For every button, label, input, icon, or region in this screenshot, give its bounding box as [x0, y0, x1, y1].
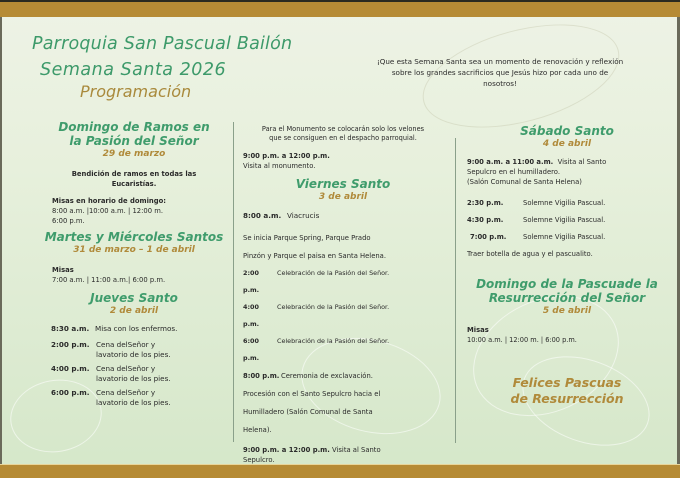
procession-description	[243, 385, 443, 439]
text-line: Sepulcro en el humilladero.	[467, 168, 560, 176]
section-palm-sunday	[44, 120, 224, 226]
item-text: Celebración de la Pasión del Señor.	[277, 337, 390, 345]
item-time: 9:00 a.m. a 11:00 a.m.	[467, 158, 554, 166]
text-line: Pinzón y Parque el paisa en Santa Helena.	[243, 252, 387, 260]
item-time: 2:00 p.m.	[243, 269, 260, 294]
title-line: Resurrección del Señor	[488, 291, 646, 305]
easter-greeting	[467, 375, 667, 407]
section-holy-thursday	[44, 291, 224, 408]
item-text: Misa con los enfermos.	[95, 324, 178, 333]
greeting-line: Felices Pascuas	[512, 375, 622, 390]
schedule-item	[467, 212, 667, 229]
item-time: 4:00 p.m.	[51, 364, 90, 373]
schedule-list	[51, 324, 224, 408]
text-line: Helena).	[243, 426, 272, 434]
section-easter-sunday	[467, 277, 667, 345]
title-line: Domingo de Ramos en	[58, 120, 210, 134]
column-2	[243, 125, 443, 475]
schedule-item	[243, 299, 443, 333]
masses-label: Misas	[467, 326, 489, 334]
saturday-note: Traer botella de agua y el pascualito.	[467, 250, 593, 258]
section-date: 5 de abril	[542, 306, 592, 316]
text-line: Se inicia Parque Spring, Parque Prado	[243, 234, 371, 242]
text-line: (Salón Comunal de Santa Helena)	[467, 178, 582, 186]
text-line: Procesión con el Santo Sepulcro hacia el	[243, 390, 381, 398]
item-time: 2:00 p.m.	[51, 340, 90, 349]
masses-label: Misas en horario de domingo:	[52, 197, 166, 205]
text-line: lavatorio de los pies.	[96, 374, 171, 383]
item-time: 4:30 p.m.	[467, 216, 504, 224]
greeting-line: de Resurrección	[510, 391, 624, 406]
item-text	[96, 340, 171, 360]
item-text	[96, 388, 171, 408]
text-line: Sepulcro.	[243, 456, 275, 464]
item-text: Celebración de la Pasión del Señor.	[277, 269, 390, 277]
schedule-item	[51, 388, 224, 408]
item-text: Solemne Vigilia Pascual.	[523, 199, 606, 207]
title-line: Domingo de la Pascuade la	[476, 277, 658, 291]
sepulcher-visit	[467, 157, 667, 187]
title-line: la Pasión del Señor	[69, 134, 199, 148]
text-line: lavatorio de los pies.	[96, 350, 171, 359]
visit-text: Visita al monumento.	[243, 162, 316, 170]
text-line: lavatorio de los pies.	[96, 398, 171, 407]
masses-times: 8:00 a.m. |10:00 a.m. | 12:00 m.	[52, 207, 163, 215]
schedule-list	[243, 211, 443, 475]
text-line: Humilladero (Salón Comunal de Santa	[243, 408, 373, 416]
visit-time: 9:00 p.m. a 12:00 p.m.	[243, 152, 330, 160]
left-border	[0, 17, 2, 464]
item-text: Visita al Santo	[332, 446, 381, 454]
item-time: 7:00 p.m.	[470, 233, 507, 241]
item-time: 9:00 p.m. a 12:00 p.m.	[243, 446, 330, 454]
schedule-item	[467, 229, 667, 246]
section-good-friday	[243, 177, 443, 475]
item-time: 6:00 p.m.	[243, 337, 260, 362]
section-date: 4 de abril	[542, 139, 592, 149]
note-line: Bendición de ramos en todas las	[71, 170, 197, 178]
schedule-item	[51, 340, 224, 360]
section-title: Sábado Santo	[520, 124, 614, 138]
section-holy-saturday	[467, 124, 667, 263]
schedule-item	[51, 324, 224, 334]
monument-note	[243, 125, 443, 143]
blessing-note	[44, 169, 224, 189]
viacrucis-description	[243, 229, 443, 265]
section-title: Jueves Santo	[90, 291, 178, 305]
top-gold-band	[0, 0, 680, 17]
schedule-item	[243, 333, 443, 367]
section-tuesday-wednesday	[44, 230, 224, 285]
item-time: 8:30 a.m.	[51, 324, 90, 333]
masses-times: 10:00 a.m. | 12:00 m. | 6:00 p.m.	[467, 336, 577, 344]
schedule-item	[243, 265, 443, 299]
item-text: Solemne Vigilia Pascual.	[523, 233, 606, 241]
section-date: 29 de marzo	[102, 149, 166, 159]
schedule-item	[467, 195, 667, 212]
column-divider	[233, 122, 234, 442]
section-date: 3 de abril	[318, 192, 368, 202]
section-title: Martes y Miércoles Santos	[44, 230, 224, 244]
item-time: 2:30 p.m.	[467, 199, 504, 207]
item-text: Ceremonia de exclavación.	[281, 372, 373, 380]
intro-line: sobre los grandes sacrificios que Jesús hizo por cada uno de	[391, 68, 609, 77]
item-time: 6:00 p.m.	[51, 388, 90, 397]
section-title	[44, 120, 224, 148]
item-text: Solemne Vigilia Pascual.	[523, 216, 606, 224]
masses-times: 7:00 a.m. | 11:00 a.m.| 6:00 p.m.	[52, 276, 166, 284]
column-3	[467, 124, 667, 407]
column-1	[44, 120, 224, 408]
note-line: que se consiguen en el despacho parroquial.	[269, 134, 417, 142]
item-time: 8:00 a.m.	[243, 211, 282, 220]
item-time: 8:00 p.m.	[243, 372, 280, 380]
parish-name: Parroquia San Pascual Bailón	[32, 34, 293, 54]
intro-line: nosotros!	[483, 79, 517, 88]
note-line: Eucaristías.	[111, 180, 157, 188]
item-text: Visita al Santo	[557, 158, 607, 166]
event-title: Semana Santa 2026	[40, 60, 227, 80]
intro-message	[340, 56, 660, 89]
schedule-list	[467, 195, 667, 263]
item-text	[96, 364, 171, 384]
item-time: 4:00 p.m.	[243, 303, 260, 328]
text-line: Cena delSeñor y	[96, 364, 156, 373]
masses-label: Misas	[52, 266, 74, 274]
masses-times: 6:00 p.m.	[52, 217, 85, 225]
program-subtitle: Programación	[80, 82, 192, 101]
section-date: 31 de marzo – 1 de abril	[73, 245, 195, 255]
schedule-item	[243, 367, 443, 385]
item-text: Celebración de la Pasión del Señor.	[277, 303, 390, 311]
schedule-item	[243, 211, 443, 221]
section-title: Viernes Santo	[295, 177, 391, 191]
section-title	[467, 277, 667, 305]
note-line: Para el Monumento se colocarán solo los velones	[261, 125, 425, 133]
text-line: Cena delSeñor y	[96, 340, 156, 349]
section-date: 2 de abril	[109, 306, 159, 316]
text-line: Cena delSeñor y	[96, 388, 156, 397]
intro-line: ¡Que esta Semana Santa sea un momento de renovación y reflexión	[376, 57, 624, 66]
bottom-gold-band	[0, 464, 680, 478]
schedule-item	[51, 364, 224, 384]
column-divider	[455, 138, 456, 443]
item-text: Viacrucis	[287, 211, 320, 220]
